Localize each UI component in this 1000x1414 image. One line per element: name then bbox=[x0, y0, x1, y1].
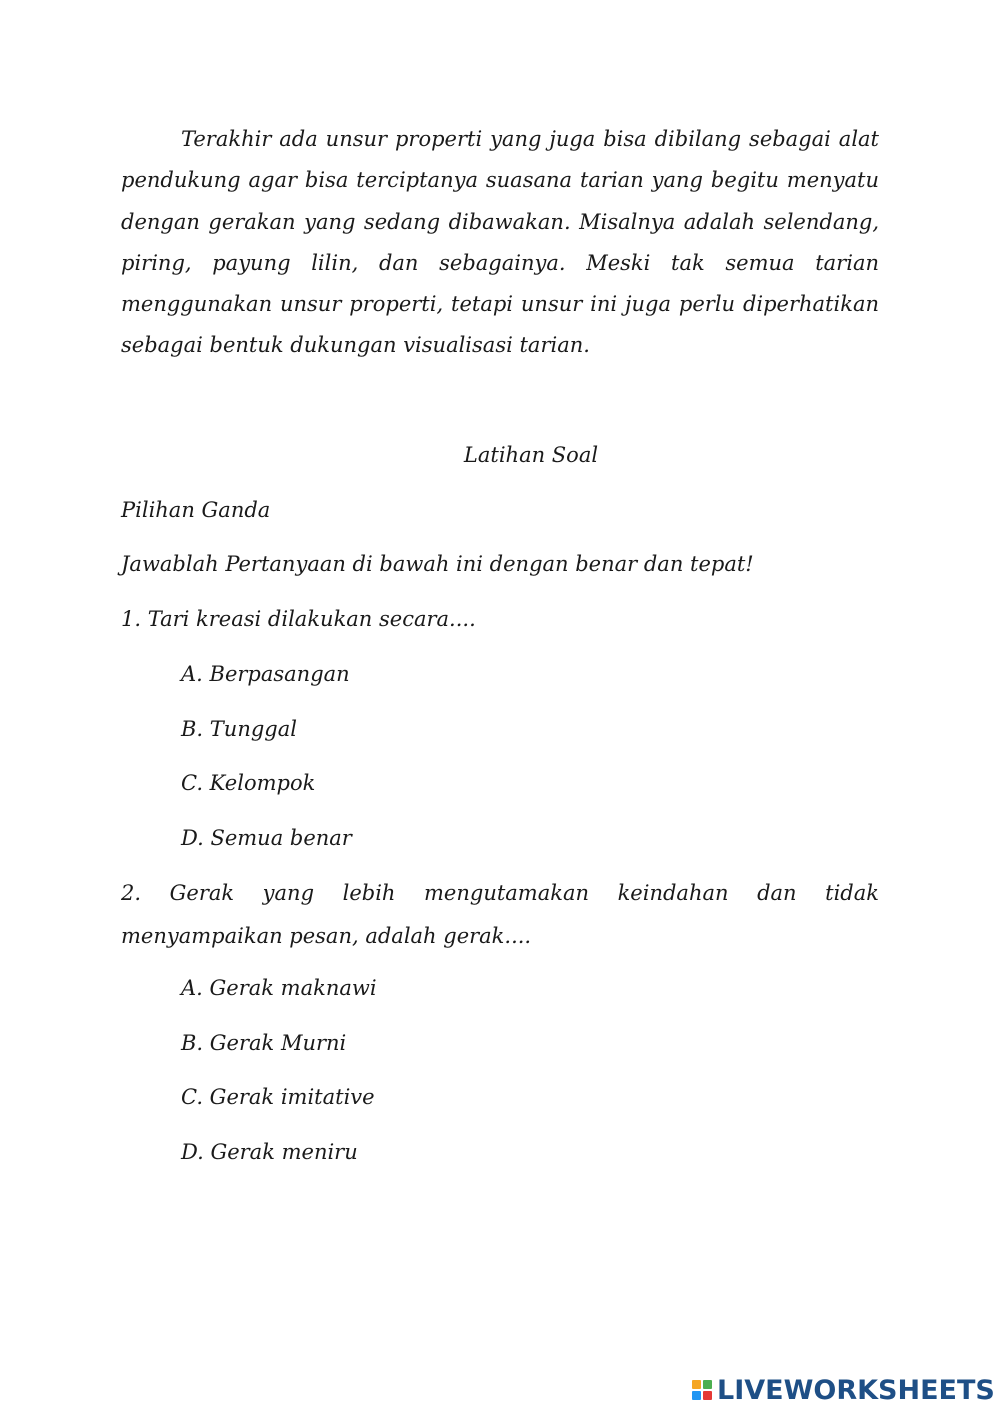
logo-text: LIVEWORKSHEETS bbox=[717, 1374, 995, 1406]
intro-paragraph: Terakhir ada unsur properti yang juga bisa dibilang sebagai alat pendukung agar bisa terciptanya suasana tarian yang begitu menyatu dengan gerakan yang sedang dibawakan. Misalnya adalah selendang, piring, payung lilin, dan sebagainya. Meski tak semua tarian menggunakan unsur properti, tetapi unsur ini juga perlu diperhatikan sebagai bentuk dukungan visualisasi tarian. bbox=[121, 127, 879, 358]
question-1-option-d: D. Semua benar bbox=[181, 826, 352, 850]
question-2-option-d: D. Gerak meniru bbox=[181, 1140, 358, 1164]
question-1-option-b: B. Tunggal bbox=[181, 717, 297, 741]
question-2-option-a: A. Gerak maknawi bbox=[181, 976, 377, 1000]
question-1-option-a: A. Berpasangan bbox=[181, 662, 350, 686]
liveworksheets-logo bbox=[692, 1374, 995, 1406]
question-1: 1. Tari kreasi dilakukan secara.... bbox=[121, 607, 476, 631]
subsection-title: Pilihan Ganda bbox=[121, 498, 271, 522]
question-1-option-c: C. Kelompok bbox=[181, 771, 316, 795]
question-2: 2. Gerak yang lebih mengutamakan keindahan dan tidak menyampaikan pesan, adalah gerak.... bbox=[121, 881, 879, 948]
question-2-option-b: B. Gerak Murni bbox=[181, 1031, 347, 1055]
instruction: Jawablah Pertanyaan di bawah ini dengan benar dan tepat! bbox=[121, 552, 754, 576]
logo-blocks-icon bbox=[692, 1380, 712, 1400]
section-title: Latihan Soal bbox=[463, 443, 599, 467]
question-2-option-c: C. Gerak imitative bbox=[181, 1085, 375, 1109]
